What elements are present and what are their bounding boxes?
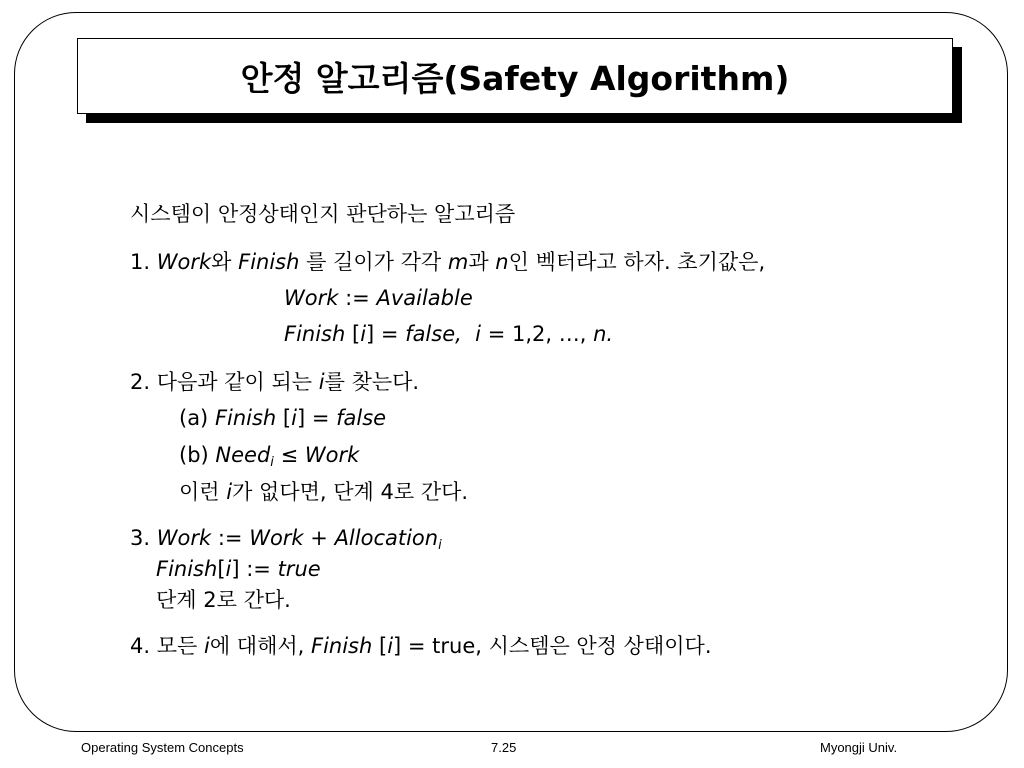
- bracket: ] :=: [231, 557, 278, 581]
- index-range: = 1,2, …,: [481, 322, 594, 346]
- step3-line: [130, 526, 442, 553]
- bracket: [: [345, 322, 361, 346]
- condition-a-label: (a): [179, 406, 215, 430]
- title-box: [77, 38, 953, 114]
- m-var: m: [447, 250, 469, 274]
- step4-text: 모든: [156, 634, 204, 658]
- footer-university: Myongji Univ.: [820, 740, 898, 755]
- i-var: i: [387, 634, 394, 658]
- bracket: ] =: [296, 406, 337, 430]
- false-value: false,: [405, 322, 462, 346]
- i-var: i: [203, 634, 210, 658]
- init-work-lhs: Work: [284, 286, 339, 310]
- step4-line: [130, 634, 712, 658]
- bracket: ] =: [366, 322, 406, 346]
- init-finish-lhs: Finish: [284, 322, 346, 346]
- none-text: 이런: [179, 480, 227, 504]
- step3-goto: 단계 2로 간다.: [156, 588, 291, 612]
- condition-a: [179, 406, 386, 430]
- allocation-subscript: i: [438, 538, 442, 553]
- step1-text: 인 벡터라고 하자. 초기값은,: [508, 250, 766, 274]
- init-work-line: [284, 286, 473, 310]
- step4-text: 에 대해서,: [209, 634, 311, 658]
- true-value: true: [277, 557, 321, 581]
- work-var: Work: [156, 526, 212, 550]
- need-var: Need: [215, 443, 271, 467]
- finish-var: Finish: [214, 406, 277, 430]
- finish-var: Finish: [238, 250, 300, 274]
- plus-op: +: [303, 526, 335, 550]
- footer-course: Operating System Concepts: [81, 740, 244, 755]
- step1-text: 와: [211, 250, 239, 274]
- assign-op: :=: [211, 526, 250, 550]
- step2-number: 2.: [130, 370, 151, 394]
- step2-line: [130, 370, 419, 394]
- bracket: [: [276, 406, 292, 430]
- i-var: i: [475, 322, 482, 346]
- i-var: i: [225, 557, 232, 581]
- condition-b: [179, 443, 360, 470]
- footer-page-number: 7.25: [491, 740, 517, 755]
- i-var: i: [360, 322, 367, 346]
- false-value: false: [336, 406, 387, 430]
- assign-op: :=: [338, 286, 377, 310]
- i-var: i: [226, 480, 233, 504]
- work-var: Work: [156, 250, 212, 274]
- step4-text: ] = true, 시스템은 안정 상태이다.: [393, 634, 712, 658]
- spacer: [462, 322, 475, 346]
- none-text: 가 없다면, 단계 4로 간다.: [232, 480, 469, 504]
- n-var: n: [495, 250, 509, 274]
- slide-title: 안정 알고리즘(Safety Algorithm): [240, 58, 790, 98]
- step2-text: 다음과 같이 되는: [156, 370, 319, 394]
- finish-var: Finish: [156, 557, 218, 581]
- i-var: i: [318, 370, 325, 394]
- step3-number: 3.: [130, 526, 151, 550]
- step1-text: 를 길이가 각각: [299, 250, 448, 274]
- need-subscript: i: [270, 455, 274, 470]
- intro-text: 시스템이 안정상태인지 판단하는 알고리즘: [130, 202, 516, 226]
- work-var: Work: [304, 443, 360, 467]
- step1-line: [130, 250, 765, 274]
- init-work-rhs: Available: [376, 286, 473, 310]
- finish-var: Finish: [311, 634, 373, 658]
- step4-number: 4.: [130, 634, 151, 658]
- condition-b-label: (b): [179, 443, 216, 467]
- allocation-var: Allocation: [334, 526, 439, 550]
- n-var: n.: [593, 322, 614, 346]
- condition-none: [179, 480, 468, 504]
- leq-op: ≤: [273, 443, 305, 467]
- work-var: Work: [249, 526, 304, 550]
- step1-number: 1.: [130, 250, 151, 274]
- init-finish-line: [284, 322, 613, 346]
- step3-finish-line: [156, 557, 321, 581]
- step2-text: 를 찾는다.: [324, 370, 420, 394]
- step1-text: 과: [468, 250, 496, 274]
- bracket: [: [217, 557, 226, 581]
- i-var: i: [291, 406, 297, 430]
- bracket: [: [372, 634, 388, 658]
